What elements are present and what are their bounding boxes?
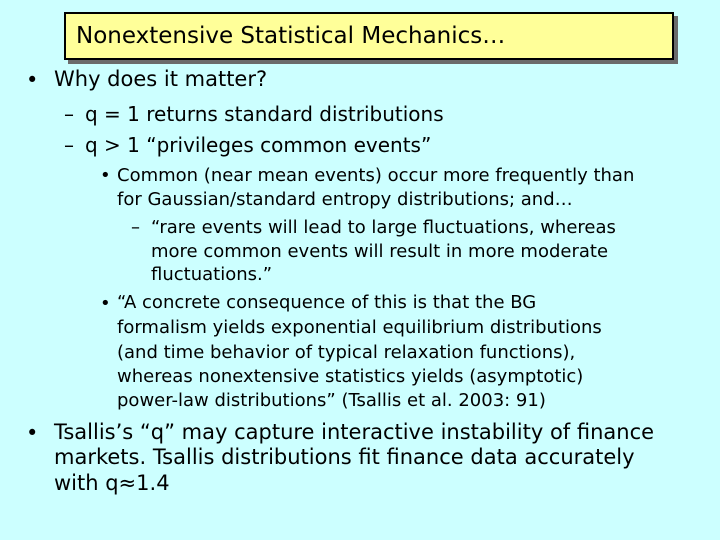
slide-title-box [64, 12, 674, 60]
point-common-events-line-2: for Gaussian/standard entropy distributions; and… [117, 189, 573, 210]
subbullet-q-greater-1: q > 1 “privileges common events” [85, 133, 432, 157]
dash-marker: – [131, 217, 140, 238]
quote-concrete-consequence-line-4: whereas nonextensive statistics yields (asymptotic) [117, 366, 584, 387]
subbullet-q-equals-1: q = 1 returns standard distributions [85, 102, 444, 126]
quote-concrete-consequence-line-5: power-law distributions” (Tsallis et al. 2003: 91) [117, 390, 546, 411]
bullet-marker: • [26, 68, 39, 92]
slide-title: Nonextensive Statistical Mechanics… [76, 23, 506, 49]
dash-marker: – [64, 133, 74, 157]
quote-rare-events-line-2: more common events will result in more moderate [151, 241, 609, 262]
dash-marker: – [64, 102, 74, 126]
bullet-tsallis-q-line-1: Tsallis’s “q” may capture interactive instability of finance [54, 420, 655, 444]
bullet-tsallis-q-line-2: markets. Tsallis distributions fit finance data accurately [54, 445, 635, 469]
quote-concrete-consequence-line-3: (and time behavior of typical relaxation functions), [117, 342, 576, 363]
quote-rare-events-line-1: “rare events will lead to large fluctuations, whereas [151, 217, 616, 238]
quote-concrete-consequence-line-2: formalism yields exponential equilibrium distributions [117, 317, 602, 338]
bullet-tsallis-q-line-3: with q≈1.4 [54, 471, 170, 495]
bullet-marker: • [26, 421, 39, 445]
quote-concrete-consequence-line-1: “A concrete consequence of this is that the BG [117, 292, 537, 313]
bullet-why-matter: Why does it matter? [54, 67, 268, 91]
quote-rare-events-line-3: fluctuations.” [151, 264, 273, 285]
point-common-events-line-1: Common (near mean events) occur more frequently than [117, 165, 635, 186]
bullet-marker: • [100, 165, 111, 186]
bullet-marker: • [100, 293, 111, 314]
